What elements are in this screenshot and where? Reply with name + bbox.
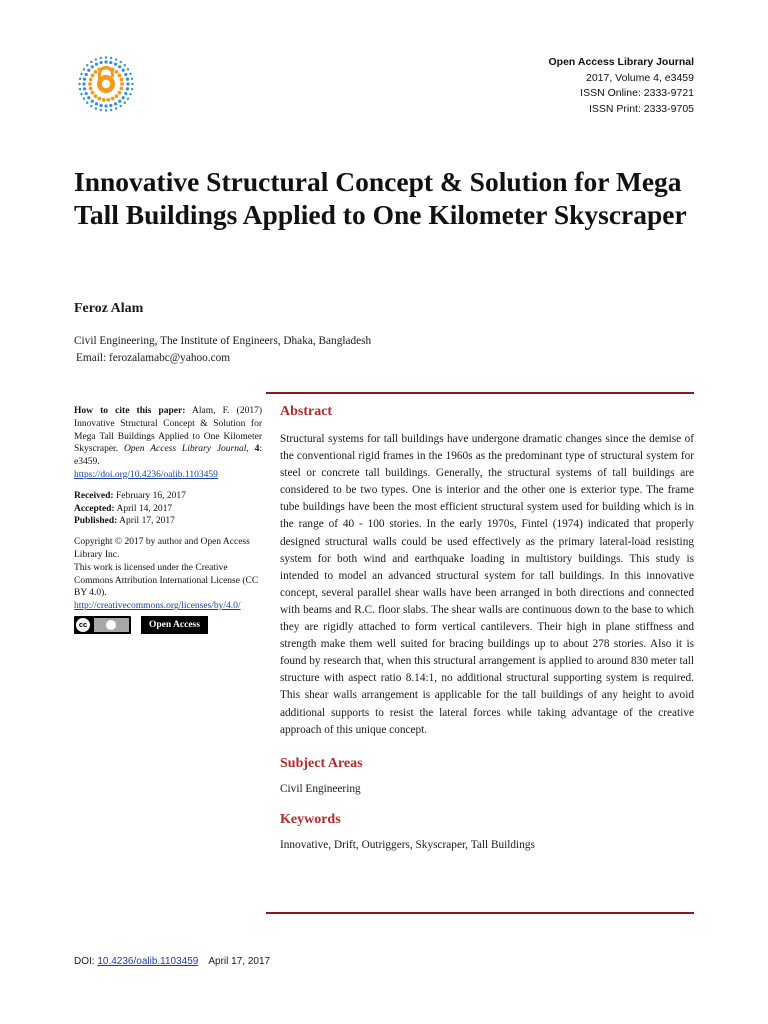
logo-dot [109, 61, 112, 64]
logo-dot [95, 102, 98, 105]
logo-dot [89, 78, 93, 82]
citation-label: How to cite this paper: [74, 406, 186, 416]
logo-dot [95, 107, 97, 109]
logo-dot [100, 109, 102, 111]
logo-dot [110, 57, 112, 59]
logo-dot [79, 88, 81, 90]
logo-dot [118, 100, 121, 103]
logo-dot [97, 97, 101, 101]
footer-doi-label: DOI: [74, 956, 98, 967]
logo-dot [127, 68, 129, 70]
logo-dot [90, 61, 92, 63]
logo-dot [115, 107, 117, 109]
logo-dot [115, 94, 119, 98]
logo-dot [94, 94, 98, 98]
logo-dot [83, 98, 85, 100]
logo-dot [115, 58, 117, 60]
logo-dot [79, 78, 81, 80]
logo-dot [109, 104, 112, 107]
published-date [74, 515, 262, 528]
citation-article-no: : e3459. [74, 444, 263, 468]
subject-areas-text: Civil Engineering [280, 782, 361, 795]
logo-dot [102, 98, 106, 102]
logo-dot [124, 102, 126, 104]
logo-dot [105, 109, 107, 111]
logo-dot [85, 92, 88, 95]
received-value: February 16, 2017 [113, 490, 186, 501]
logo-dot [95, 58, 97, 60]
logo-dot [100, 57, 102, 59]
author-name: Feroz Alam [74, 301, 144, 316]
logo-dot [83, 87, 86, 90]
logo-dot [100, 104, 103, 107]
accepted-date [74, 503, 262, 516]
keywords-heading: Keywords [280, 811, 341, 827]
logo-dot [118, 91, 122, 95]
logo-dot [83, 68, 85, 70]
paper-title: Innovative Structural Concept & Solution for Mega Tall Buildings Applied to One Kilometer Skyscraper [74, 166, 687, 230]
citation-block [74, 405, 262, 469]
abstract-section [280, 404, 694, 854]
logo-dot [120, 61, 122, 63]
footer-doi-link[interactable]: 10.4236/oalib.1103459 [97, 956, 199, 967]
logo-dot [83, 78, 86, 81]
logo-dot [114, 102, 117, 105]
logo-dot [100, 61, 103, 64]
logo-dot [91, 100, 94, 103]
logo-dot [91, 73, 95, 77]
received-date [74, 490, 262, 503]
logo-dot [118, 65, 121, 68]
license-line: This work is licensed under the Creative Commons Attribution International License (CC BY 4.0). [74, 562, 259, 599]
logo-dot [129, 73, 131, 75]
logo-dot [88, 82, 92, 86]
logo-dot [80, 93, 82, 95]
volume-line: 2017, Volume 4, e3459 [585, 71, 694, 84]
author-email[interactable]: Email: ferozalamabc@yahoo.com [76, 352, 231, 364]
issn-online: ISSN Online: 2333-9721 [580, 87, 694, 99]
citation-doi-link[interactable]: https://doi.org/10.4236/oalib.1103459 [74, 469, 218, 480]
citation-text: Alam, F. (2017) Innovative Structural Concept & Solution for Mega Tall Buildings Applied to One Kilometer Skyscraper. [74, 406, 262, 455]
open-access-badge: Open Access [141, 616, 208, 634]
journal-info [549, 55, 695, 117]
abstract-text: Structural systems for tall buildings have undergone dramatic changes since the demise of the conventional rigid frames in the 1960s as the predominant type of structural system for steel or concrete tall buildings. Generally, the structural systems of tall buildings are considered to be two types. One is interior and the other one is exterior type. The frame tube buildings have been the most efficient structural system used for building which is in the range of 40 - 100 stories. In the early 1970s, Fintel (1974) indicated that properly designed structural walls could be used effectively as the primary lateral-load resisting system for both wind and earthquake loading in multistory buildings. This study is intended to model an advanced structural system for tall buildings. In this innovative concept, several parallel shear walls have been arranged in both directions and connected with beams and R.C. floor slabs. The shear walls are continuous down to the base to which they are rigidly attached to form vertical cantilevers. Their high in plane stiffness and strength make them well suited for bracing buildings up to about 278 stories. Also it is found by research that, when this structural arrangement is applied to around 830 meter tall structure with aspect ratio 8.14:1, no additional structural supporting system is required. This shear walls arrangement is applicable for the tall buildings of any height to avoid additional supports to resist the lateral forces while taking advantage of the creative approach of this unique concept. [280, 433, 694, 736]
logo-dot [119, 78, 123, 82]
logo-dot [122, 69, 125, 72]
logo-dot [129, 93, 131, 95]
logo-dot [91, 91, 95, 95]
logo-dot [78, 83, 80, 85]
top-rule [266, 392, 694, 394]
journal-logo-icon [78, 56, 134, 112]
logo-dot [126, 87, 129, 90]
logo-dot [106, 98, 110, 102]
logo-dot [124, 73, 127, 76]
published-value: April 17, 2017 [117, 516, 175, 527]
accepted-label: Accepted: [74, 503, 115, 514]
citation-separator: , [246, 444, 255, 455]
logo-dot [114, 63, 117, 66]
page-footer [74, 956, 270, 967]
logo-dot [131, 78, 133, 80]
logo-dot [122, 96, 125, 99]
published-label: Published: [74, 516, 118, 527]
logo-dot [90, 105, 92, 107]
logo-dot [105, 56, 107, 58]
logo-dot [119, 87, 123, 91]
logo-dot [110, 109, 112, 111]
article-meta-sidebar [74, 405, 262, 634]
citation-journal: Open Access Library Journal [123, 444, 247, 455]
logo-dot [131, 88, 133, 90]
subject-areas-heading: Subject Areas [280, 755, 363, 771]
logo-dot [82, 82, 85, 85]
logo-dot [87, 96, 90, 99]
logo-dot [126, 82, 129, 85]
license-link[interactable]: http://creativecommons.org/licenses/by/4.0/ [74, 601, 241, 612]
journal-name: Open Access Library Journal [548, 56, 694, 68]
logo-dot [86, 64, 88, 66]
abstract-heading: Abstract [280, 404, 333, 419]
bottom-rule [266, 912, 694, 914]
logo-dot [120, 82, 124, 86]
logo-dot [87, 69, 90, 72]
accepted-value: April 14, 2017 [114, 503, 173, 514]
logo-dot [85, 73, 88, 76]
logo-dot [86, 102, 88, 104]
logo-dot [80, 73, 82, 75]
logo-dot [124, 92, 127, 95]
copyright-line: Copyright © 2017 by author and Open Access Library Inc. [74, 537, 250, 560]
logo-dot [89, 87, 93, 91]
logo-dot [91, 65, 94, 68]
logo-dot [124, 64, 126, 66]
received-label: Received: [74, 490, 114, 501]
logo-dot [127, 98, 129, 100]
logo-dot [104, 60, 107, 63]
issn-print: ISSN Print: 2333-9705 [588, 102, 694, 115]
logo-dot [131, 83, 133, 85]
author-affiliation: Civil Engineering, The Institute of Engineers, Dhaka, Bangladesh [74, 335, 372, 347]
logo-dot [104, 104, 107, 107]
logo-dot [118, 73, 122, 77]
logo-dot [120, 105, 122, 107]
cc-by-icon[interactable] [74, 616, 131, 634]
logo-dot [94, 70, 98, 74]
citation-volume: 4 [254, 444, 260, 455]
cc-badge-label: cc [76, 618, 90, 632]
logo-dot [111, 97, 115, 101]
logo-dot [95, 63, 98, 66]
keywords-text: Innovative, Drift, Outriggers, Skyscraper, Tall Buildings [280, 838, 535, 851]
logo-dot [115, 70, 119, 74]
logo-dot [126, 78, 129, 81]
footer-date: April 17, 2017 [208, 956, 271, 967]
